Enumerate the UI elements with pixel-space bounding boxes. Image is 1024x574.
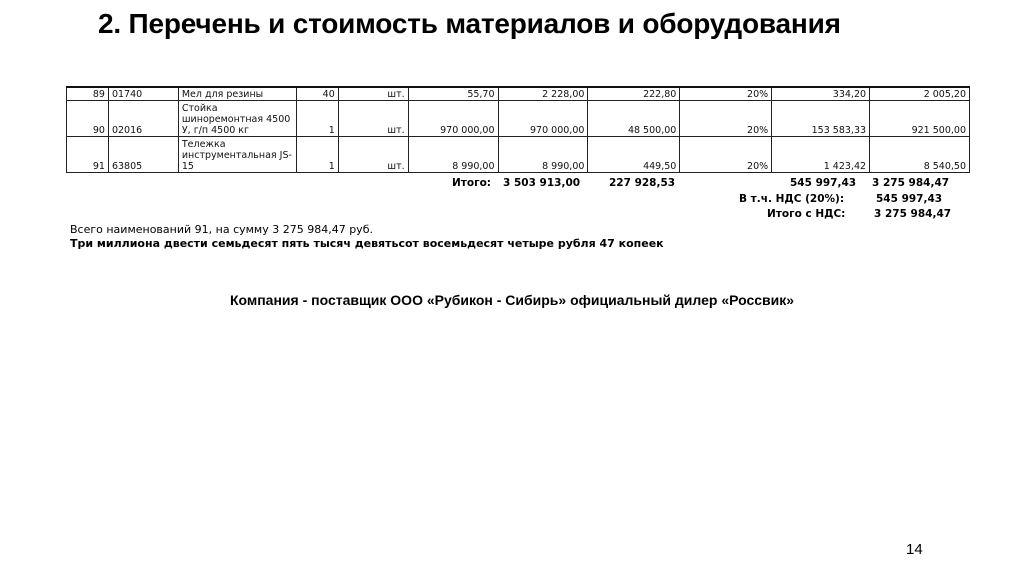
cell-name: Стойка шиноремонтная 4500 У, г/п 4500 кг (178, 100, 296, 136)
with-vat-value: 3 275 984,47 (874, 208, 952, 220)
cell-discount: 449,50 (588, 136, 680, 172)
cell-unit: шт. (338, 136, 408, 172)
cell-vat-rate: 20% (680, 87, 772, 100)
totals-discount: 227 928,53 (609, 177, 676, 189)
table-row (67, 136, 970, 172)
cell-code: 01740 (108, 87, 178, 100)
cell-price: 55,70 (408, 87, 498, 100)
cell-price: 8 990,00 (408, 136, 498, 172)
summary-count: Всего наименований 91, на сумму 3 275 984,47 руб. (70, 223, 373, 236)
cell-total: 2 005,20 (870, 87, 970, 100)
cell-no: 90 (67, 100, 109, 136)
cell-discount: 222,80 (588, 87, 680, 100)
cell-vat-rate: 20% (680, 100, 772, 136)
cell-price: 970 000,00 (408, 100, 498, 136)
cell-no: 89 (67, 87, 109, 100)
page-number: 14 (906, 541, 923, 558)
with-vat-label: Итого с НДС: (767, 208, 846, 220)
cell-sum: 2 228,00 (498, 87, 588, 100)
table-row (67, 100, 970, 136)
summary-words: Три миллиона двести семьдесят пять тысяч девятьсот восемьдесят четыре рубля 47 копеек (70, 237, 664, 250)
cell-total: 8 540,50 (870, 136, 970, 172)
cell-vat: 1 423,42 (772, 136, 870, 172)
cell-qty: 40 (296, 87, 338, 100)
totals-total: 3 275 984,47 (872, 177, 950, 189)
invoice-scan (66, 86, 970, 173)
table-row (67, 87, 970, 100)
cell-qty: 1 (296, 136, 338, 172)
cell-unit: шт. (338, 87, 408, 100)
cell-total: 921 500,00 (870, 100, 970, 136)
cell-sum: 8 990,00 (498, 136, 588, 172)
cell-code: 63805 (108, 136, 178, 172)
cell-vat: 153 583,33 (772, 100, 870, 136)
totals-vat: 545 997,43 (790, 177, 857, 189)
cell-discount: 48 500,00 (588, 100, 680, 136)
cell-qty: 1 (296, 100, 338, 136)
cell-code: 02016 (108, 100, 178, 136)
totals-sum: 3 503 913,00 (503, 177, 581, 189)
cell-unit: шт. (338, 100, 408, 136)
cell-no: 91 (67, 136, 109, 172)
totals-label: Итого: (452, 177, 491, 189)
cell-name: Мел для резины (178, 87, 296, 100)
cell-sum: 970 000,00 (498, 100, 588, 136)
cell-vat: 334,20 (772, 87, 870, 100)
cell-vat-rate: 20% (680, 136, 772, 172)
vat-value: 545 997,43 (876, 193, 943, 205)
vat-label: В т.ч. НДС (20%): (739, 193, 845, 205)
items-table (66, 86, 970, 173)
cell-name: Тележка инструментальная JS-15 (178, 136, 296, 172)
supplier-caption: Компания - поставщик ООО «Рубикон - Сибирь» официальный дилер «Россвик» (229, 292, 795, 308)
page-title: 2. Перечень и стоимость материалов и оборудования (98, 8, 841, 39)
